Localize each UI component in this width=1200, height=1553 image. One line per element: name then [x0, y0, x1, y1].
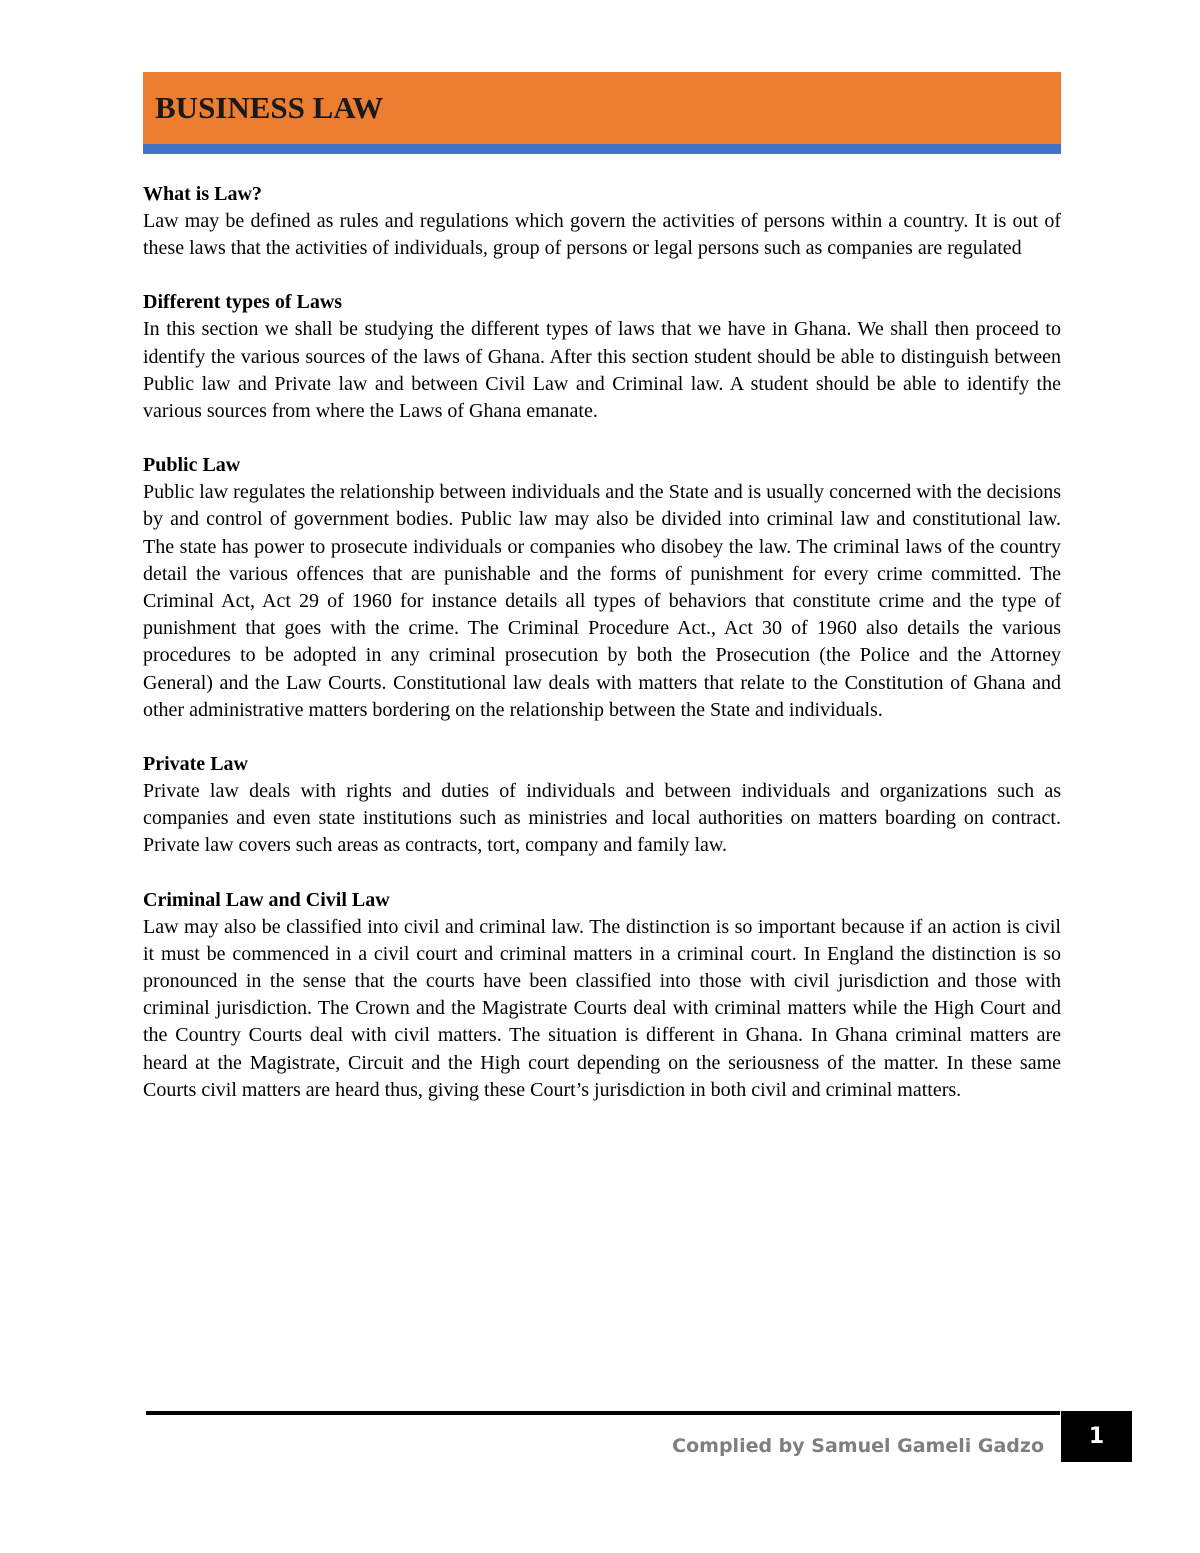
section-heading: What is Law?	[143, 183, 262, 205]
section-heading: Public Law	[143, 454, 241, 477]
footer-credit: Complied by Samuel Gameli Gadzo	[672, 1435, 1044, 1457]
title-underline	[143, 144, 1061, 154]
document-title: BUSINESS LAW	[155, 90, 384, 125]
section-criminal-civil-law	[143, 887, 1061, 1104]
section-heading: Private Law	[143, 753, 248, 776]
section-different-types	[143, 289, 1061, 425]
section-what-is-law	[143, 181, 1061, 262]
title-banner	[143, 72, 1061, 144]
section-body: Private law deals with rights and duties of individuals and between individuals and organizations such as companies and even state institutions such as ministries and local authorities on matters boarding on contract. Private law covers such areas as contracts, tort, company and family law.	[143, 780, 1061, 857]
section-private-law	[143, 751, 1061, 860]
section-heading: Different types of Laws	[143, 291, 343, 314]
footer-rule	[146, 1411, 1060, 1415]
section-public-law	[143, 452, 1061, 724]
section-body: In this section we shall be studying the different types of laws that we have in Ghana. We shall then proceed to identify the various sources of the laws of Ghana. After this section student should be able to distinguish between Public law and Private law and between Civil Law and Criminal law. A student should be able to identify the various sources from where the Laws of Ghana emanate.	[143, 318, 1061, 423]
document-content	[143, 181, 1061, 1131]
section-body: Law may also be classified into civil and criminal law. The distinction is so important because if an action is civil it must be commenced in a civil court and criminal matters in a criminal court. In England the distinction is so pronounced in the sense that the courts have been classified into those with civil jurisdiction and those with criminal jurisdiction. The Crown and the Magistrate Courts deal with criminal matters while the High Court and the Country Courts deal with civil matters. The situation is different in Ghana. In Ghana criminal matters are heard at the Magistrate, Circuit and the High court depending on the seriousness of the matter. In these same Courts civil matters are heard thus, giving these Court’s jurisdiction in both civil and criminal matters.	[143, 915, 1061, 1101]
page-number: 1	[1061, 1411, 1132, 1462]
section-body: Public law regulates the relationship between individuals and the State and is usually concerned with the decisions by and control of government bodies. Public law may also be divided into criminal law and constitutional law. The state has power to prosecute individuals or companies who disobey the law. The criminal laws of the country detail the various offences that are punishable and the forms of punishment for every crime committed. The Criminal Act, Act 29 of 1960 for instance details all types of behaviors that constitute crime and the type of punishment that goes with the crime. The Criminal Procedure Act., Act 30 of 1960 also details the various procedures to be adopted in any criminal prosecution by both the Prosecution (the Police and the Attorney General) and the Law Courts. Constitutional law deals with matters that relate to the Constitution of Ghana and other administrative matters bordering on the relationship between the State and individuals.	[143, 481, 1061, 721]
section-heading: Criminal Law and Civil Law	[143, 888, 390, 911]
section-body: Law may be defined as rules and regulations which govern the activities of persons within a country. It is out of these laws that the activities of individuals, group of persons or legal persons such as companies are regulated	[143, 210, 1061, 260]
